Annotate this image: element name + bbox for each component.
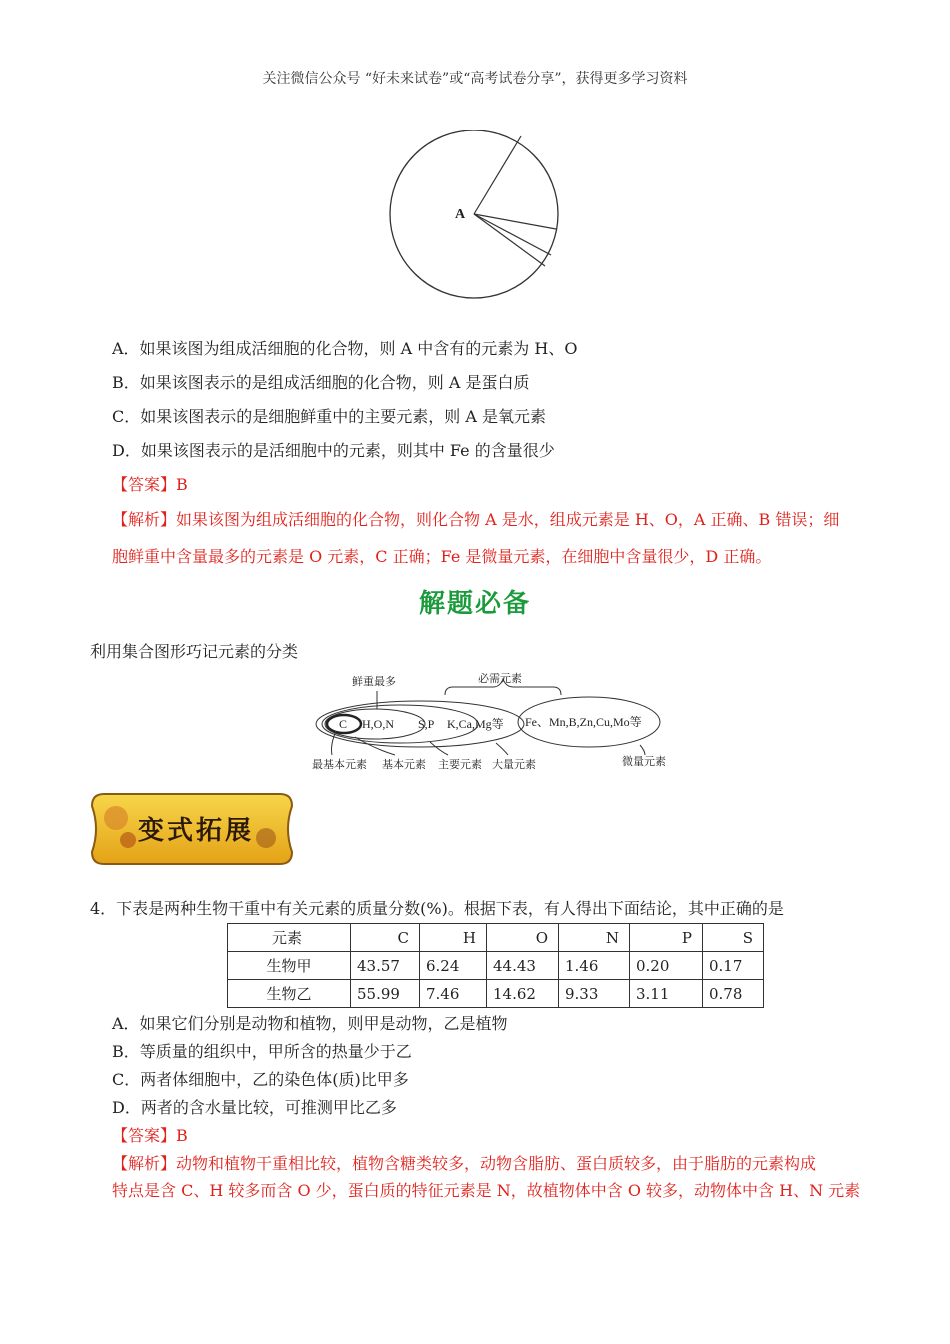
intro-text: 利用集合图形巧记元素的分类 — [90, 642, 299, 661]
table-cell: 9.33 — [559, 980, 630, 1008]
label-fresh-most: 鲜重最多 — [352, 675, 396, 688]
decor-flower — [104, 806, 128, 830]
table-row — [228, 952, 764, 980]
decor-flower — [256, 828, 276, 848]
q3-option-c: C．如果该图表示的是细胞鲜重中的主要元素，则 A 是氧元素 — [112, 407, 546, 426]
table-row — [228, 980, 764, 1008]
table-cell: 43.57 — [351, 952, 420, 980]
q3-analysis-line2: 胞鲜重中含量最多的元素是 O 元素，C 正确；Fe 是微量元素，在细胞中含量很少，D 正确。 — [112, 547, 772, 566]
text-kcamg: K,Ca,Mg等 — [447, 717, 504, 731]
text-hon: H,O,N — [362, 717, 394, 731]
table-header: N — [559, 924, 630, 952]
q4-analysis-line2: 特点是含 C、H 较多而含 O 少，蛋白质的特征元素是 N，故植物体中含 O 较多，动物体中含 H、N 元素 — [112, 1181, 861, 1200]
label-most-basic: 最基本元素 — [312, 758, 367, 771]
q4-option-a: A．如果它们分别是动物和植物，则甲是动物，乙是植物 — [112, 1014, 508, 1033]
section-title: 解题必备 — [418, 589, 531, 619]
table-cell: 3.11 — [630, 980, 703, 1008]
q3-analysis-line1: 【解析】如果该图为组成活细胞的化合物，则化合物 A 是水，组成元素是 H、O，A 正确、B 错误；细 — [112, 510, 840, 529]
pie-divider — [474, 214, 551, 255]
element-set-diagram — [300, 665, 690, 775]
table-header: 元素 — [228, 924, 351, 952]
pie-divider — [474, 136, 521, 214]
text-c: C — [339, 717, 348, 731]
label-basic: 基本元素 — [382, 758, 426, 771]
element-table — [227, 923, 764, 1008]
table-header: O — [487, 924, 559, 952]
page-header: 关注微信公众号 “好未来试卷”或“高考试卷分享”，获得更多学习资料 — [262, 71, 688, 87]
table-cell: 1.46 — [559, 952, 630, 980]
q4-option-d: D．两者的含水量比较，可推测甲比乙多 — [112, 1098, 397, 1117]
q4-option-b: B．等质量的组织中，甲所含的热量少于乙 — [112, 1042, 412, 1061]
table-cell: 0.17 — [703, 952, 764, 980]
label-trace: 微量元素 — [622, 755, 666, 768]
text-sp: S,P — [418, 717, 435, 731]
q3-answer: 【答案】B — [112, 475, 188, 494]
variant-banner — [86, 788, 298, 870]
table-cell: 6.24 — [420, 952, 487, 980]
q3-option-a: A．如果该图为组成活细胞的化合物，则 A 中含有的元素为 H、O — [112, 339, 578, 358]
text-trace: Fe、Mn,B,Zn,Cu,Mo等 — [525, 715, 642, 729]
table-header: P — [630, 924, 703, 952]
label-essential: 必需元素 — [478, 672, 522, 685]
q4-option-c: C．两者体细胞中，乙的染色体(质)比甲多 — [112, 1070, 409, 1089]
table-cell: 生物乙 — [228, 980, 351, 1008]
q4-analysis-line1: 【解析】动物和植物干重相比较，植物含糖类较多，动物含脂肪、蛋白质较多，由于脂肪的元素构成 — [112, 1154, 817, 1173]
label-macro: 大量元素 — [492, 758, 536, 771]
pie-divider — [474, 214, 556, 229]
table-cell: 生物甲 — [228, 952, 351, 980]
table-header: S — [703, 924, 764, 952]
q4-stem: 4．下表是两种生物干重中有关元素的质量分数(%)。根据下表，有人得出下面结论，其中正确的是 — [90, 899, 784, 918]
table-header: C — [351, 924, 420, 952]
q3-option-d: D．如果该图表示的是活细胞中的元素，则其中 Fe 的含量很少 — [112, 441, 555, 460]
q4-answer: 【答案】B — [112, 1126, 188, 1145]
pie-divider — [474, 214, 545, 266]
table-cell: 55.99 — [351, 980, 420, 1008]
label-main: 主要元素 — [438, 758, 482, 771]
pie-figure — [388, 130, 563, 305]
table-cell: 7.46 — [420, 980, 487, 1008]
decor-flower — [120, 832, 136, 848]
banner-text: 变式拓展 — [138, 816, 255, 846]
q3-option-b: B．如果该图表示的是组成活细胞的化合物，则 A 是蛋白质 — [112, 373, 530, 392]
table-cell: 14.62 — [487, 980, 559, 1008]
pie-label-a: A — [455, 207, 466, 222]
table-cell: 44.43 — [487, 952, 559, 980]
table-cell: 0.20 — [630, 952, 703, 980]
table-cell: 0.78 — [703, 980, 764, 1008]
table-header: H — [420, 924, 487, 952]
table-header-row — [228, 924, 764, 952]
